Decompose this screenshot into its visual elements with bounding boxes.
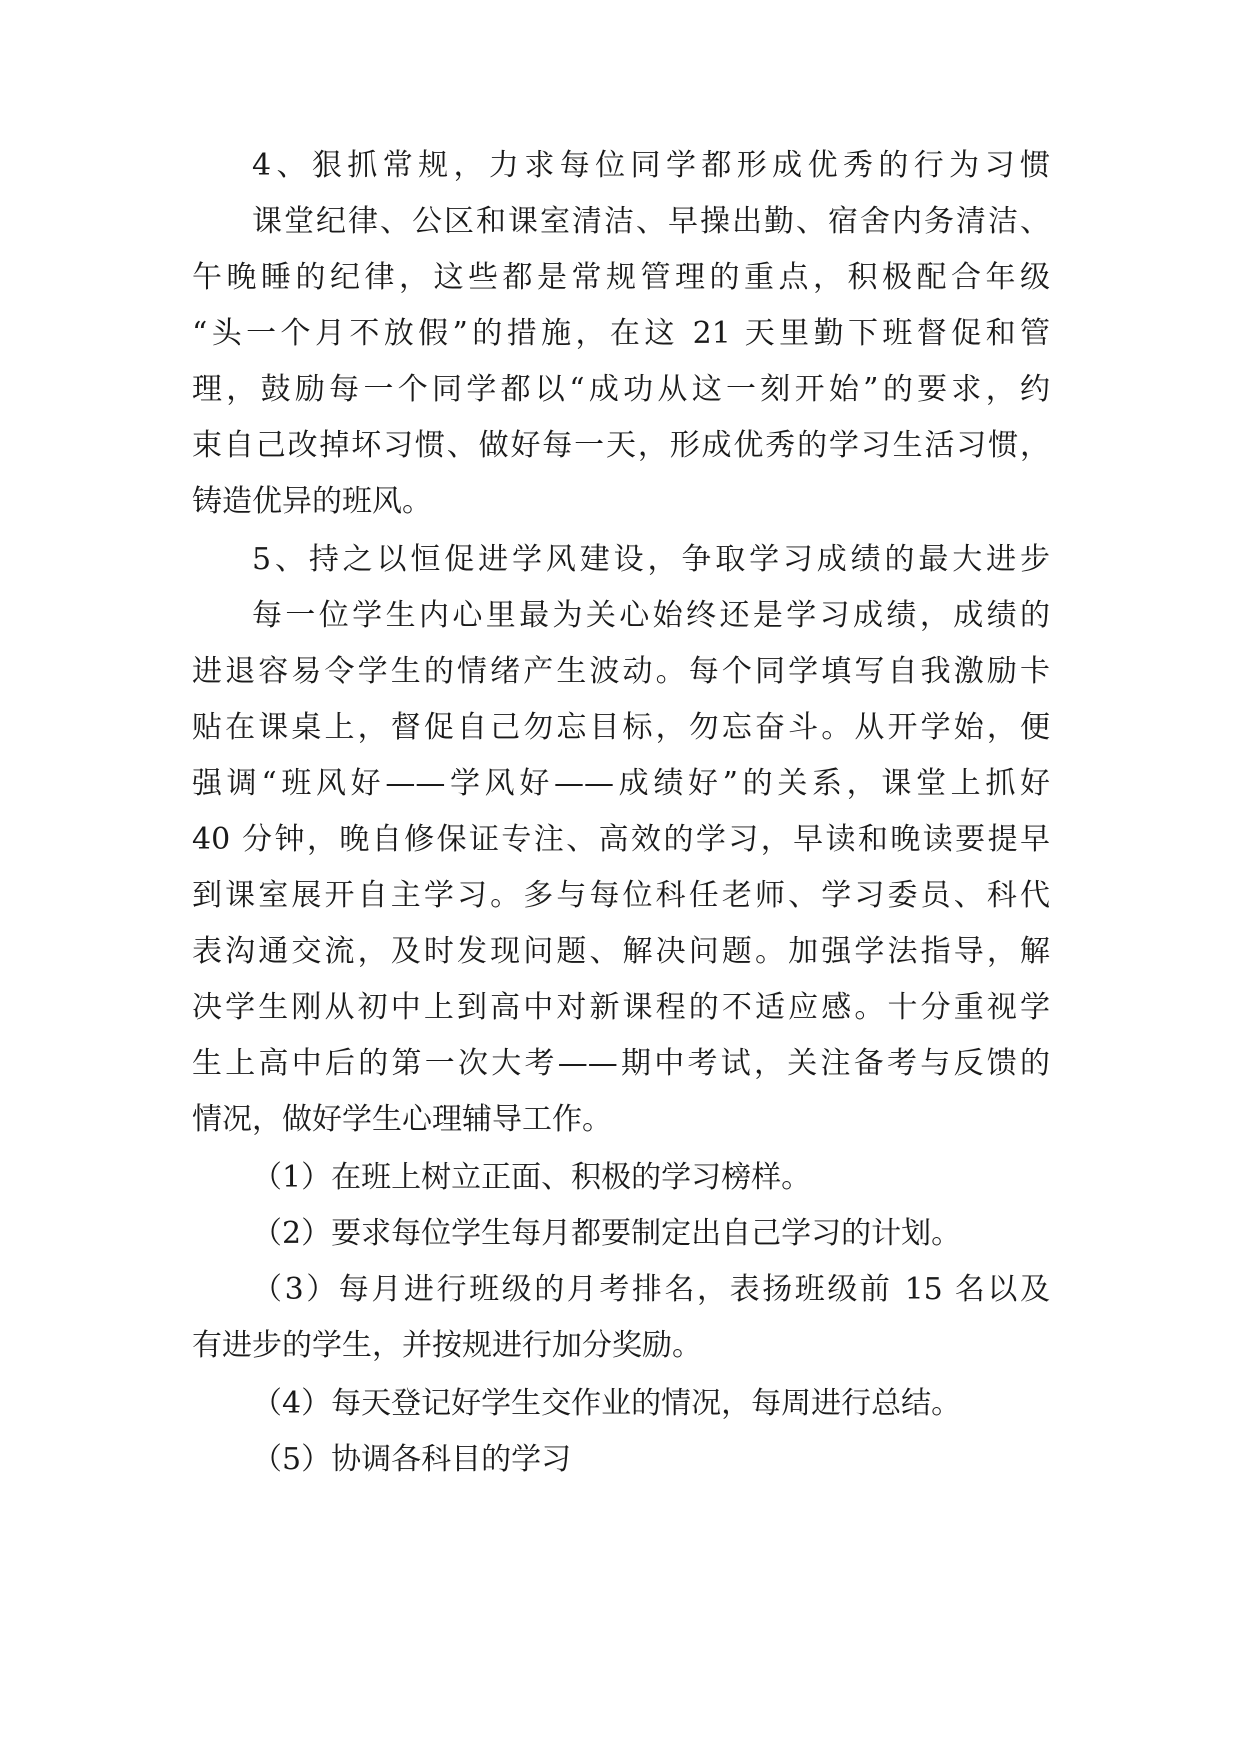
paragraph-line: 强调“班风好——学风好——成绩好”的关系，课堂上抓好 [192,766,1050,801]
list-item-2: （2）要求每位学生每月都要制定出自己学习的计划。 [252,1216,962,1251]
list-item-3: （3）每月进行班级的月考排名，表扬班级前 15 名以及 [252,1272,1050,1307]
paragraph-line: 铸造优异的班风。 [192,484,432,519]
paragraph-line: 理，鼓励每一个同学都以“成功从这一刻开始”的要求，约 [192,372,1050,407]
paragraph-line: 贴在课桌上，督促自己勿忘目标，勿忘奋斗。从开学始，便 [192,710,1050,745]
paragraph-line: 决学生刚从初中上到高中对新课程的不适应感。十分重视学 [192,990,1050,1025]
section-heading-5: 5、持之以恒促进学风建设，争取学习成绩的最大进步 [252,542,1050,577]
paragraph-line: 午晚睡的纪律，这些都是常规管理的重点，积极配合年级 [192,260,1050,295]
paragraph-line: 情况，做好学生心理辅导工作。 [192,1102,612,1137]
list-item-1: （1）在班上树立正面、积极的学习榜样。 [252,1160,812,1195]
paragraph-line: 每一位学生内心里最为关心始终还是学习成绩，成绩的 [252,598,1050,633]
paragraph-line: 到课室展开自主学习。多与每位科任老师、学习委员、科代 [192,878,1050,913]
paragraph-line: 表沟通交流，及时发现问题、解决问题。加强学法指导，解 [192,934,1050,969]
paragraph-line: 进退容易令学生的情绪产生波动。每个同学填写自我激励卡 [192,654,1050,689]
paragraph-line: “头一个月不放假”的措施，在这 21 天里勤下班督促和管 [192,316,1050,351]
section-heading-4: 4、狠抓常规，力求每位同学都形成优秀的行为习惯 [252,148,1050,183]
list-item-5: （5）协调各科目的学习 [252,1442,572,1477]
list-item-3-continuation: 有进步的学生，并按规进行加分奖励。 [192,1328,702,1363]
paragraph-line: 束自己改掉坏习惯、做好每一天，形成优秀的学习生活习惯， [192,428,1050,463]
paragraph-line: 40 分钟，晚自修保证专注、高效的学习，早读和晚读要提早 [192,822,1050,857]
paragraph-line: 课堂纪律、公区和课室清洁、早操出勤、宿舍内务清洁、 [252,204,1050,239]
paragraph-line: 生上高中后的第一次大考——期中考试，关注备考与反馈的 [192,1046,1050,1081]
list-item-4: （4）每天登记好学生交作业的情况，每周进行总结。 [252,1386,962,1421]
